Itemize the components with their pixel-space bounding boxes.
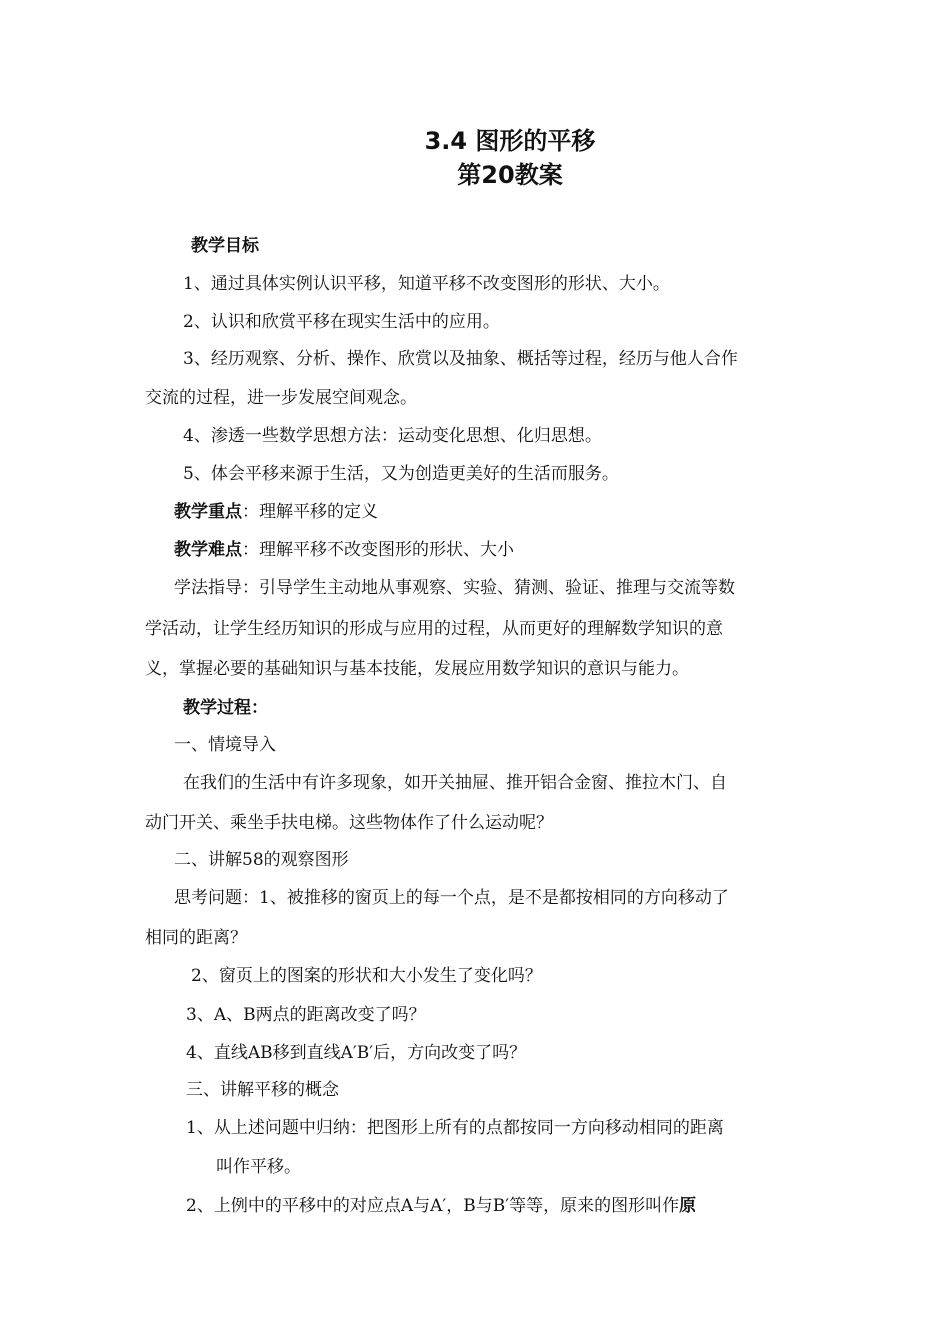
section-1-line-2: 动门开关、乘坐手扶电梯。这些物体作了什么运动呢？ [145, 813, 553, 833]
section-1-line-1: 在我们的生活中有许多现象，如开关抽屉、推开铝合金窗、推拉木门、自 [183, 773, 727, 793]
section-2-line-1: 思考问题：1、被推移的窗页上的每一个点，是不是都按相同的方向移动了 [174, 888, 729, 908]
objective-1: 1、通过具体实例认识平移，知道平移不改变图形的形状、大小。 [183, 274, 670, 294]
section-2-line-2: 相同的距离？ [145, 928, 247, 948]
lesson-number-title: 第20教案 [457, 161, 563, 189]
method-line-3: 义，掌握必要的基础知识与基本技能，发展应用数学知识的意识与能力。 [145, 659, 689, 679]
method-line-1: 学法指导：引导学生主动地从事观察、实验、猜测、验证、推理与交流等数 [174, 578, 735, 598]
objective-5: 5、体会平移来源于生活，又为创造更美好的生活而服务。 [183, 464, 619, 484]
key-point-label: 教学重点 [174, 502, 242, 522]
section-2-line-4: 3、A、B两点的距离改变了吗？ [186, 1005, 426, 1025]
section-2-line-5: 4、直线AB移到直线A′B′后，方向改变了吗？ [186, 1043, 527, 1063]
section-2-line-3: 2、窗页上的图案的形状和大小发生了变化吗？ [191, 966, 542, 986]
difficulty-label: 教学难点 [174, 540, 242, 560]
difficulty [174, 538, 514, 562]
key-point [174, 500, 378, 524]
document-title: 3.4 图形的平移 [424, 127, 596, 155]
objectives-heading: 教学目标 [191, 236, 259, 256]
objective-2: 2、认识和欣赏平移在现实生活中的应用。 [183, 312, 500, 332]
method-line-2: 学活动，让学生经历知识的形成与应用的过程，从而更好的理解数学知识的意 [145, 619, 723, 639]
objective-4: 4、渗透一些数学思想方法：运动变化思想、化归思想。 [183, 426, 602, 446]
objective-3: 3、经历观察、分析、操作、欣赏以及抽象、概括等过程，经历与他人合作 [183, 349, 738, 369]
section-1-heading: 一、情境导入 [174, 735, 276, 755]
section-3-heading: 三、讲解平移的概念 [186, 1080, 339, 1100]
process-heading: 教学过程： [183, 698, 268, 718]
objective-3-continued: 交流的过程，进一步发展空间观念。 [145, 388, 417, 408]
section-2-heading: 二、讲解58的观察图形 [174, 850, 349, 870]
section-3-line-1: 1、从上述问题中归纳：把图形上所有的点都按同一方向移动相同的距离 [186, 1118, 724, 1138]
key-point-text: ：理解平移的定义 [242, 502, 378, 522]
section-3-trailing-bold: 原 [679, 1196, 697, 1216]
section-3-line-3-text: 2、上例中的平移中的对应点A与A′，B与B′等等，原来的图形叫作 [186, 1196, 680, 1216]
difficulty-text: ：理解平移不改变图形的形状、大小 [242, 540, 514, 560]
section-3-line-3 [186, 1194, 696, 1218]
section-3-line-2: 叫作平移。 [216, 1157, 301, 1177]
